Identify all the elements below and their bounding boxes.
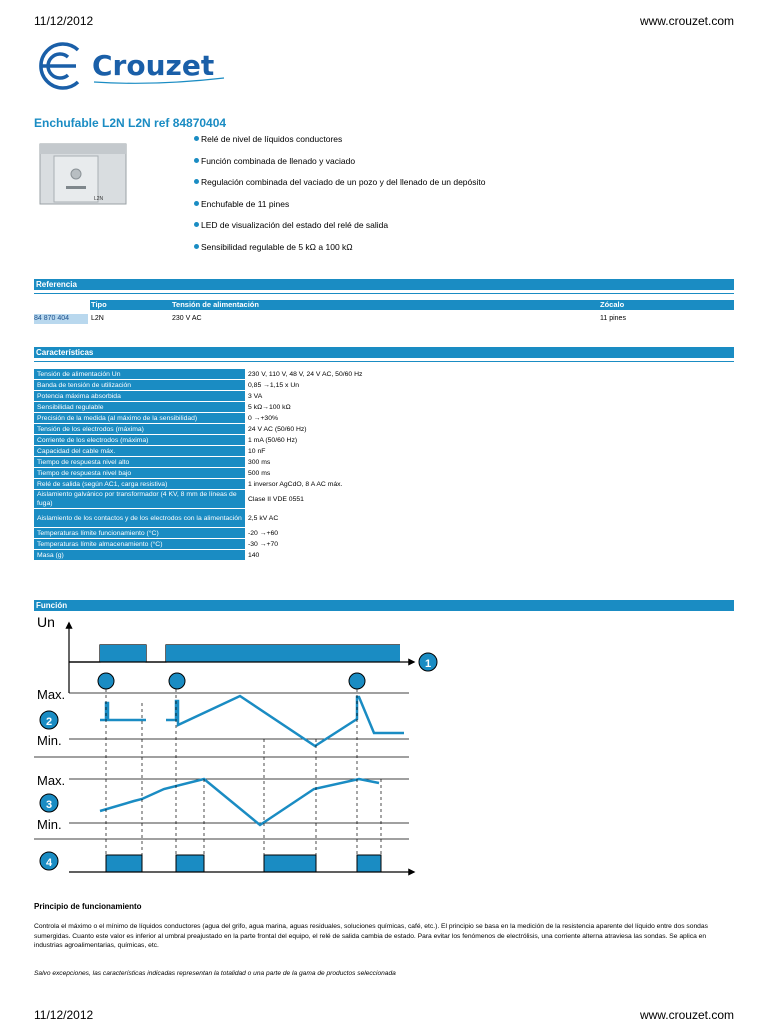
column-header-socket: Zócalo — [600, 300, 625, 309]
marker-2-icon: 2 — [45, 716, 53, 728]
bullet-icon — [194, 158, 199, 163]
header-date: 11/12/2012 — [34, 14, 94, 28]
crouzet-logo[interactable] — [34, 36, 234, 96]
characteristic-label: Aislamiento galvánico por transformador (4 KV, 8 mm de líneas de fuga) — [34, 490, 245, 508]
characteristic-value: 5 kΩ→100 kΩ — [248, 403, 291, 411]
reference-table-header — [90, 300, 734, 310]
column-header-voltage: Tensión de alimentación — [172, 300, 259, 309]
footer-site-link[interactable]: www.crouzet.com — [639, 1008, 734, 1022]
marker-1-icon: 1 — [424, 658, 432, 670]
characteristic-value: 1 mA (50/60 Hz) — [248, 436, 298, 444]
characteristic-label: Potencia máxima absorbida — [34, 391, 245, 401]
characteristic-label: Tensión de alimentación Un — [34, 369, 245, 379]
label-min-2: Min. — [37, 817, 62, 832]
characteristic-value: 3 VA — [248, 392, 263, 400]
marker-4-icon: 4 — [45, 857, 53, 869]
characteristics-row — [34, 446, 734, 456]
feature-list — [194, 134, 485, 263]
characteristics-row — [34, 380, 734, 390]
divider — [34, 293, 734, 294]
feature-item — [194, 134, 485, 156]
characteristics-row — [34, 391, 734, 401]
characteristics-row — [34, 479, 734, 489]
characteristic-label: Banda de tensión de utilización — [34, 380, 245, 390]
disclaimer-text: Salvo excepciones, las características indicadas representan la totalidad o una parte de la gama de productos seleccionada — [34, 970, 396, 977]
feature-item — [194, 199, 485, 221]
bullet-icon — [194, 244, 199, 249]
characteristic-label: Relé de salida (según AC1, carga resistiva) — [34, 479, 245, 489]
divider — [34, 361, 734, 362]
characteristic-label: Aislamiento de los contactos y de los electrodos con la alimentación — [34, 509, 245, 527]
characteristic-value: 230 V, 110 V, 48 V, 24 V AC, 50/60 Hz — [248, 370, 363, 378]
characteristics-row — [34, 509, 734, 527]
label-max-2: Max. — [37, 773, 66, 788]
characteristics-row — [34, 539, 734, 549]
page-footer — [34, 1008, 734, 1022]
characteristics-table — [34, 368, 734, 561]
characteristic-value: -20 →+60 — [248, 529, 279, 537]
characteristic-value: 24 V AC (50/60 Hz) — [248, 425, 307, 433]
characteristic-value: 0 →+30% — [248, 414, 279, 422]
characteristics-row — [34, 424, 734, 434]
column-header-type: Tipo — [91, 300, 107, 309]
characteristics-row — [34, 490, 734, 508]
characteristic-value: 0,85 →1,15 x Un — [248, 381, 300, 389]
characteristics-row — [34, 402, 734, 412]
label-min: Min. — [37, 733, 62, 748]
characteristic-label: Temperaturas límite funcionamiento (°C) — [34, 528, 245, 538]
feature-text: LED de visualización del estado del relé de salida — [201, 220, 389, 230]
product-title: Enchufable L2N L2N ref 84870404 — [34, 116, 227, 130]
characteristic-value: Clase II VDE 0551 — [248, 495, 304, 503]
feature-text: Relé de nivel de líquidos conductores — [201, 134, 343, 144]
logo-wordmark: Crouzet — [92, 49, 215, 82]
product-image-label: L2N — [94, 196, 104, 202]
product-image — [34, 136, 184, 210]
characteristics-row — [34, 468, 734, 478]
footer-date: 11/12/2012 — [34, 1008, 94, 1022]
bullet-icon — [194, 136, 199, 141]
feature-item — [194, 220, 485, 242]
reference-socket: 11 pines — [600, 315, 626, 322]
characteristics-row — [34, 550, 734, 560]
bullet-icon — [194, 222, 199, 227]
label-max: Max. — [37, 687, 66, 702]
characteristic-label: Tiempo de respuesta nivel bajo — [34, 468, 245, 478]
characteristics-row — [34, 528, 734, 538]
reference-table-row — [34, 314, 734, 324]
header-site-link[interactable]: www.crouzet.com — [639, 14, 734, 28]
marker-3-icon: 3 — [45, 799, 53, 811]
principle-title: Principio de funcionamiento — [34, 902, 142, 911]
bullet-icon — [194, 179, 199, 184]
characteristic-value: 1 inversor AgCdO, 8 A AC máx. — [248, 480, 343, 488]
characteristic-value: 10 nF — [248, 447, 266, 455]
characteristics-row — [34, 457, 734, 467]
reference-code-link[interactable]: 84 870 404 — [34, 314, 88, 324]
bullet-icon — [194, 201, 199, 206]
function-section-title: Función — [34, 600, 734, 611]
feature-text: Enchufable de 11 pines — [201, 198, 290, 209]
characteristic-label: Corriente de los electrodos (máxima) — [34, 435, 245, 445]
characteristic-label: Masa (g) — [34, 550, 245, 560]
crouzet-emblem-icon — [40, 44, 78, 88]
reference-section-title: Referencia — [34, 279, 734, 290]
characteristic-value: 500 ms — [248, 469, 271, 477]
characteristics-row — [34, 435, 734, 445]
characteristics-row — [34, 369, 734, 379]
characteristic-value: 2,5 kV AC — [248, 514, 279, 522]
feature-item — [194, 177, 485, 199]
datasheet — [34, 30, 734, 985]
characteristic-label: Tensión de los electrodos (máxima) — [34, 424, 245, 434]
characteristic-value: 140 — [248, 551, 260, 559]
feature-text: Regulación combinada del vaciado de un pozo y del llenado de un depósito — [201, 177, 486, 187]
reference-type: L2N — [91, 315, 104, 322]
characteristic-label: Capacidad del cable máx. — [34, 446, 245, 456]
feature-item — [194, 156, 485, 178]
characteristics-row — [34, 413, 734, 423]
function-timing-diagram — [34, 613, 442, 881]
characteristic-label: Temperaturas límite almacenamiento (°C) — [34, 539, 245, 549]
feature-text: Sensibilidad regulable de 5 kΩ a 100 kΩ — [201, 241, 353, 252]
characteristic-label: Sensibilidad regulable — [34, 402, 245, 412]
principle-text: Controla el máximo o el mínimo de líquidos conductores (agua del grifo, agua marina, aguas residuales, soluciones químicas, café, etc.). El principio se basa en la medición de la resistencia aparente del líquido entre dos sondas sumergidas. Cuanto este valor es inferior al umbral preajustado en la parte frontal del equipo, el relé de salida cambia de estado. Para evitar los fenómenos de electrólisis, una corriente alterna atraviesa las sondas. Se aplica en industrias agroalimentarias, químicas, etc. — [34, 923, 708, 949]
reference-voltage: 230 V AC — [172, 315, 202, 322]
feature-text: Función combinada de llenado y vaciado — [201, 155, 356, 166]
characteristic-value: 300 ms — [248, 458, 271, 466]
characteristic-label: Precisión de la medida (al máximo de la sensibilidad) — [34, 413, 245, 423]
characteristic-value: -30 →+70 — [248, 540, 279, 548]
label-un: Un — [37, 614, 55, 630]
characteristic-label: Tiempo de respuesta nivel alto — [34, 457, 245, 467]
page-header — [34, 14, 734, 28]
feature-item — [194, 242, 485, 264]
characteristics-section-title: Características — [34, 347, 734, 358]
